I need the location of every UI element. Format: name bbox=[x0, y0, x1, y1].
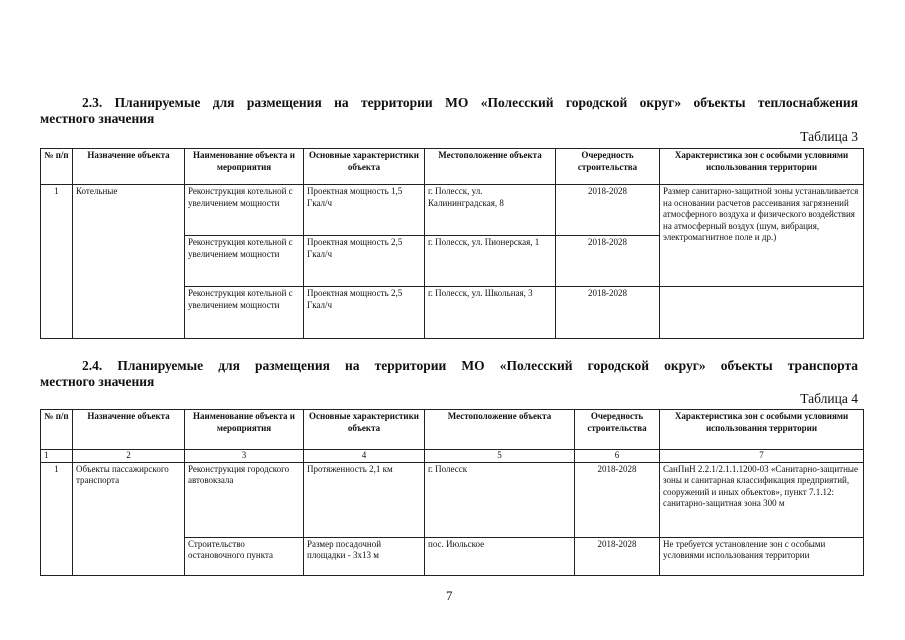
table3-item-stage: 2018-2028 bbox=[556, 287, 660, 339]
table3-header-purpose: Назначение объекта bbox=[73, 149, 185, 185]
table3-item-characteristics: Проектная мощность 2,5 Гкал/ч bbox=[304, 236, 425, 287]
column-number: 2 bbox=[73, 450, 185, 463]
table4-item-name: Строительство остановочного пункта bbox=[185, 537, 304, 575]
table3-header-characteristics: Основные характеристики объекта bbox=[304, 149, 425, 185]
table3-header-location: Местоположение объекта bbox=[425, 149, 556, 185]
page-number: 7 bbox=[446, 588, 453, 603]
table3-item-name: Реконструкция котельной с увеличением мощности bbox=[185, 287, 304, 339]
table4-header-location: Местоположение объекта bbox=[425, 410, 575, 450]
table3-zone: Размер санитарно-защитной зоны устанавливается на основании расчетов рассеивания загрязнений атмосферного воздуха и физического воздействия на атмосферный воздух (шум, вибрация, электромагнитное поле и др.) bbox=[660, 185, 864, 287]
table4-header-name: Наименование объекта и мероприятия bbox=[185, 410, 304, 450]
section-heading-heat-line1: 2.3. Планируемые для размещения на территории МО «Полесский городской округ» объекты теплоснабжения bbox=[82, 95, 858, 110]
section-heading-heat bbox=[40, 95, 858, 127]
table3-header-stage: Очередность строительства bbox=[556, 149, 660, 185]
table4-header-characteristics: Основные характеристики объекта bbox=[304, 410, 425, 450]
table4-item-location: пос. Июльское bbox=[425, 537, 575, 575]
table3-item-location: г. Полесск, ул. Пионерская, 1 bbox=[425, 236, 556, 287]
table-heat-supply bbox=[40, 148, 864, 339]
column-number: 5 bbox=[425, 450, 575, 463]
table3-item-stage: 2018-2028 bbox=[556, 185, 660, 236]
table3-item-location: г. Полесск, ул. Школьная, 3 bbox=[425, 287, 556, 339]
table4-column-numbers-row bbox=[41, 450, 864, 463]
section-heading-transport-line2: местного значения bbox=[40, 374, 155, 389]
table4-item-stage: 2018-2028 bbox=[575, 537, 660, 575]
table4-header-stage: Очередность строительства bbox=[575, 410, 660, 450]
table-transport bbox=[40, 409, 864, 576]
table4-header-number: № п/п bbox=[41, 410, 73, 450]
table4-item-zone: Не требуется установление зон с особыми условиями использования территории bbox=[660, 537, 864, 575]
table3-item-name: Реконструкция котельной с увеличением мощности bbox=[185, 185, 304, 236]
section-heading-heat-line2: местного значения bbox=[40, 111, 155, 126]
table4-item-characteristics: Протяженность 2,1 км bbox=[304, 462, 425, 537]
table3-row-number: 1 bbox=[41, 185, 73, 339]
table3-header-number: № п/п bbox=[41, 149, 73, 185]
column-number: 6 bbox=[575, 450, 660, 463]
table4-item-location: г. Полесск bbox=[425, 462, 575, 537]
table3-item-name: Реконструкция котельной с увеличением мощности bbox=[185, 236, 304, 287]
table3-purpose: Котельные bbox=[73, 185, 185, 339]
table-row bbox=[41, 462, 864, 537]
table4-item-stage: 2018-2028 bbox=[575, 462, 660, 537]
table3-empty-cell bbox=[660, 287, 864, 339]
table3-item-characteristics: Проектная мощность 1,5 Гкал/ч bbox=[304, 185, 425, 236]
table4-row-number: 1 bbox=[41, 462, 73, 575]
table4-item-name: Реконструкция городского автовокзала bbox=[185, 462, 304, 537]
table3-caption: Таблица 3 bbox=[800, 129, 858, 144]
table-row bbox=[41, 185, 864, 236]
table4-header-row bbox=[41, 410, 864, 450]
table3-header-name: Наименование объекта и мероприятия bbox=[185, 149, 304, 185]
table3-item-characteristics: Проектная мощность 2,5 Гкал/ч bbox=[304, 287, 425, 339]
table4-item-zone: СанПиН 2.2.1/2.1.1.1200-03 «Санитарно-защитные зоны и санитарная классификация предприятий, сооружений и иных объектов», пункт 7.1.12: санитарно-защитная зона 300 м bbox=[660, 462, 864, 537]
section-heading-transport-line1: 2.4. Планируемые для размещения на территории МО «Полесский городской округ» объекты транспорта bbox=[82, 358, 858, 373]
table4-header-zones: Характеристика зон с особыми условиями использования территории bbox=[660, 410, 864, 450]
table4-item-characteristics: Размер посадочной площадки - 3х13 м bbox=[304, 537, 425, 575]
column-number: 1 bbox=[41, 450, 73, 463]
table3-header-row bbox=[41, 149, 864, 185]
section-heading-transport bbox=[40, 358, 858, 390]
column-number: 3 bbox=[185, 450, 304, 463]
table4-purpose: Объекты пассажирского транспорта bbox=[73, 462, 185, 575]
column-number: 4 bbox=[304, 450, 425, 463]
table3-item-location: г. Полесск, ул. Калининградская, 8 bbox=[425, 185, 556, 236]
table4-caption: Таблица 4 bbox=[800, 391, 858, 406]
table4-header-purpose: Назначение объекта bbox=[73, 410, 185, 450]
table3-header-zones: Характеристика зон с особыми условиями использования территории bbox=[660, 149, 864, 185]
column-number: 7 bbox=[660, 450, 864, 463]
table3-item-stage: 2018-2028 bbox=[556, 236, 660, 287]
